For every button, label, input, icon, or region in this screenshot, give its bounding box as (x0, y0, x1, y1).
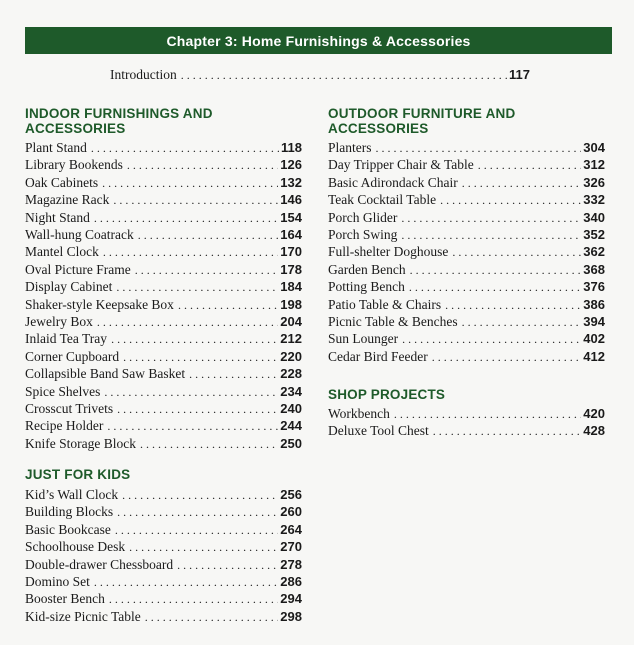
entry-page: 220 (280, 348, 302, 364)
dot-leader (117, 401, 278, 418)
entry-page: 184 (280, 279, 302, 295)
entry-title: Corner Cupboard (25, 348, 120, 364)
dot-leader (394, 406, 581, 423)
entry-title: Library Bookends (25, 157, 123, 173)
heading-line: ACCESSORIES (25, 120, 126, 136)
section-heading-shop (328, 388, 445, 403)
dot-leader (104, 384, 278, 401)
dot-leader (116, 279, 278, 296)
dot-leader (178, 297, 278, 314)
dot-leader (462, 314, 582, 331)
entry-title: Basic Bookcase (25, 521, 111, 537)
dot-leader (433, 423, 582, 440)
dot-leader (135, 262, 279, 279)
entry-page: 264 (280, 521, 302, 537)
toc-entry-introduction[interactable] (110, 66, 530, 83)
entry-page: 240 (280, 401, 302, 416)
toc-entry[interactable] (328, 422, 605, 439)
entry-page: 312 (583, 157, 605, 173)
entry-page: 394 (583, 314, 605, 329)
entry-title: Domino Set (25, 574, 90, 589)
entry-title: Plant Stand (25, 140, 87, 155)
entry-title: Night Stand (25, 209, 90, 225)
toc-entry[interactable] (25, 503, 302, 520)
entry-title: Patio Table & Chairs (328, 296, 442, 312)
entry-title: Kid’s Wall Clock (25, 487, 119, 502)
dot-leader (115, 522, 278, 539)
heading-line: JUST FOR KIDS (25, 467, 131, 482)
entry-page: 154 (280, 209, 302, 225)
dot-leader (445, 297, 581, 314)
dot-leader (107, 418, 278, 435)
entry-page: 412 (583, 348, 605, 364)
entry-title: Cedar Bird Feeder (328, 348, 428, 364)
toc-entry[interactable] (25, 417, 302, 434)
toc-entry[interactable] (25, 139, 302, 156)
dot-leader (127, 157, 278, 174)
chapter-title: Chapter 3: Home Furnishings & Accessories (166, 32, 471, 49)
dot-leader (113, 192, 278, 209)
entry-title: Recipe Holder (25, 418, 104, 434)
dot-leader (145, 609, 279, 626)
dot-leader (452, 244, 581, 261)
entry-page: 244 (280, 418, 302, 434)
dot-leader (376, 140, 582, 157)
dot-leader (181, 67, 507, 84)
entry-title: Shaker-style Keepsake Box (25, 296, 174, 312)
entry-page: 204 (280, 314, 302, 329)
toc-entry[interactable] (25, 435, 302, 452)
entry-page: 234 (280, 383, 302, 399)
entry-page: 332 (583, 192, 605, 208)
entry-title: Potting Bench (328, 279, 405, 295)
dot-leader (129, 539, 278, 556)
entry-title: Wall-hung Coatrack (25, 227, 134, 242)
entry-page: 118 (281, 140, 302, 155)
toc-entry[interactable] (25, 521, 302, 538)
toc-entry[interactable] (25, 348, 302, 365)
dot-leader (122, 487, 278, 504)
entry-title: Basic Adirondack Chair (328, 174, 458, 190)
toc-entry[interactable] (25, 573, 302, 590)
entry-page: 178 (280, 261, 302, 277)
dot-leader (409, 279, 581, 296)
entry-page: 286 (280, 574, 302, 589)
heading-line: ACCESSORIES (328, 120, 429, 136)
entry-page: 126 (280, 157, 302, 173)
entry-title: Building Blocks (25, 504, 114, 520)
dot-leader (140, 436, 278, 453)
entry-title: Schoolhouse Desk (25, 539, 126, 555)
toc-entry[interactable] (25, 365, 302, 382)
entry-page: 256 (280, 487, 302, 502)
toc-entry[interactable] (25, 330, 302, 347)
entry-title: Introduction (110, 67, 177, 82)
entry-title: Day Tripper Chair & Table (328, 157, 474, 173)
entry-page: 278 (280, 556, 302, 572)
heading-line: SHOP PROJECTS (328, 387, 446, 402)
entry-title: Oval Picture Frame (25, 261, 131, 277)
toc-entry[interactable] (25, 209, 302, 226)
entry-page: 368 (583, 261, 605, 277)
entry-page: 117 (509, 67, 530, 82)
toc-entry[interactable] (25, 538, 302, 555)
entry-title: Knife Storage Block (25, 435, 136, 451)
toc-entry[interactable] (328, 296, 605, 313)
section-heading-indoor (25, 107, 213, 136)
dot-leader (432, 349, 582, 366)
dot-leader (94, 210, 278, 227)
entry-page: 352 (583, 227, 605, 242)
dot-leader (478, 157, 582, 174)
toc-entry[interactable] (25, 383, 302, 400)
entry-page: 298 (280, 608, 302, 624)
entry-title: Planters (328, 140, 372, 155)
dot-leader (103, 244, 278, 261)
entry-page: 304 (583, 140, 605, 155)
dot-leader (117, 504, 278, 521)
dot-leader (462, 175, 582, 192)
entry-page: 212 (280, 331, 302, 347)
entry-title: Booster Bench (25, 591, 105, 607)
toc-entry[interactable] (328, 405, 605, 422)
entry-title: Jewelry Box (25, 314, 93, 329)
entry-page: 420 (583, 406, 605, 421)
dot-leader (402, 331, 581, 348)
entry-title: Magazine Rack (25, 192, 110, 208)
toc-entry[interactable] (328, 330, 605, 347)
entry-title: Porch Glider (328, 209, 398, 225)
toc-entry[interactable] (25, 278, 302, 295)
toc-entry[interactable] (328, 139, 605, 156)
toc-entry[interactable] (328, 226, 605, 243)
toc-entry[interactable] (328, 156, 605, 173)
toc-entry[interactable] (328, 209, 605, 226)
section-heading-kids (25, 468, 130, 483)
entry-title: Mantel Clock (25, 244, 99, 260)
entry-title: Picnic Table & Benches (328, 314, 458, 329)
entry-title: Double-drawer Chessboard (25, 556, 174, 572)
toc-entry[interactable] (25, 174, 302, 191)
toc-entry[interactable] (328, 174, 605, 191)
entry-title: Display Cabinet (25, 279, 113, 295)
dot-leader (410, 262, 582, 279)
dot-leader (94, 574, 278, 591)
dot-leader (111, 331, 278, 348)
dot-leader (189, 366, 278, 383)
dot-leader (97, 314, 278, 331)
toc-entry[interactable] (25, 556, 302, 573)
toc-entry[interactable] (328, 278, 605, 295)
entry-title: Collapsible Band Saw Basket (25, 366, 186, 382)
entry-title: Full-shelter Doghouse (328, 244, 449, 260)
entry-page: 428 (583, 423, 605, 439)
dot-leader (401, 210, 581, 227)
toc-entry[interactable] (328, 313, 605, 330)
toc-entry[interactable] (25, 486, 302, 503)
entry-page: 362 (583, 244, 605, 260)
entry-page: 294 (280, 591, 302, 607)
toc-entry[interactable] (25, 191, 302, 208)
entry-page: 170 (280, 244, 302, 260)
toc-entry[interactable] (25, 226, 302, 243)
toc-entry[interactable] (328, 243, 605, 260)
dot-leader (177, 557, 278, 574)
heading-line: INDOOR FURNISHINGS AND (25, 106, 213, 121)
chapter-banner (25, 27, 612, 54)
entry-page: 164 (280, 227, 302, 242)
entry-title: Deluxe Tool Chest (328, 423, 429, 439)
dot-leader (123, 349, 278, 366)
entry-title: Oak Cabinets (25, 174, 99, 190)
toc-entry[interactable] (25, 608, 302, 625)
entry-title: Sun Lounger (328, 331, 399, 347)
toc-entry[interactable] (25, 296, 302, 313)
entry-title: Garden Bench (328, 261, 406, 277)
entry-page: 270 (280, 539, 302, 555)
entry-title: Crosscut Trivets (25, 401, 114, 416)
dot-leader (91, 140, 279, 157)
entry-page: 250 (280, 435, 302, 451)
entry-page: 376 (583, 279, 605, 295)
entry-page: 228 (280, 366, 302, 382)
dot-leader (102, 175, 278, 192)
entry-title: Spice Shelves (25, 383, 101, 399)
section-heading-outdoor (328, 107, 515, 136)
entry-title: Kid-size Picnic Table (25, 608, 141, 624)
dot-leader (440, 192, 581, 209)
dot-leader (109, 591, 278, 608)
toc-entry[interactable] (25, 261, 302, 278)
toc-entry[interactable] (328, 348, 605, 365)
toc-entry[interactable] (25, 243, 302, 260)
dot-leader (401, 227, 581, 244)
entry-page: 198 (280, 296, 302, 312)
heading-line: OUTDOOR FURNITURE AND (328, 106, 516, 121)
entry-page: 386 (583, 296, 605, 312)
entry-page: 132 (280, 174, 302, 190)
toc-entry[interactable] (328, 191, 605, 208)
toc-entry[interactable] (25, 313, 302, 330)
entry-page: 326 (583, 174, 605, 190)
entry-page: 402 (583, 331, 605, 347)
entry-title: Teak Cocktail Table (328, 192, 437, 208)
entry-title: Inlaid Tea Tray (25, 331, 108, 347)
toc-entry[interactable] (25, 590, 302, 607)
entry-title: Porch Swing (328, 227, 398, 242)
entry-page: 260 (280, 504, 302, 520)
dot-leader (138, 227, 279, 244)
toc-entry[interactable] (25, 400, 302, 417)
entry-page: 146 (280, 192, 302, 208)
toc-entry[interactable] (25, 156, 302, 173)
entry-title: Workbench (328, 406, 390, 421)
entry-page: 340 (583, 209, 605, 225)
toc-entry[interactable] (328, 261, 605, 278)
